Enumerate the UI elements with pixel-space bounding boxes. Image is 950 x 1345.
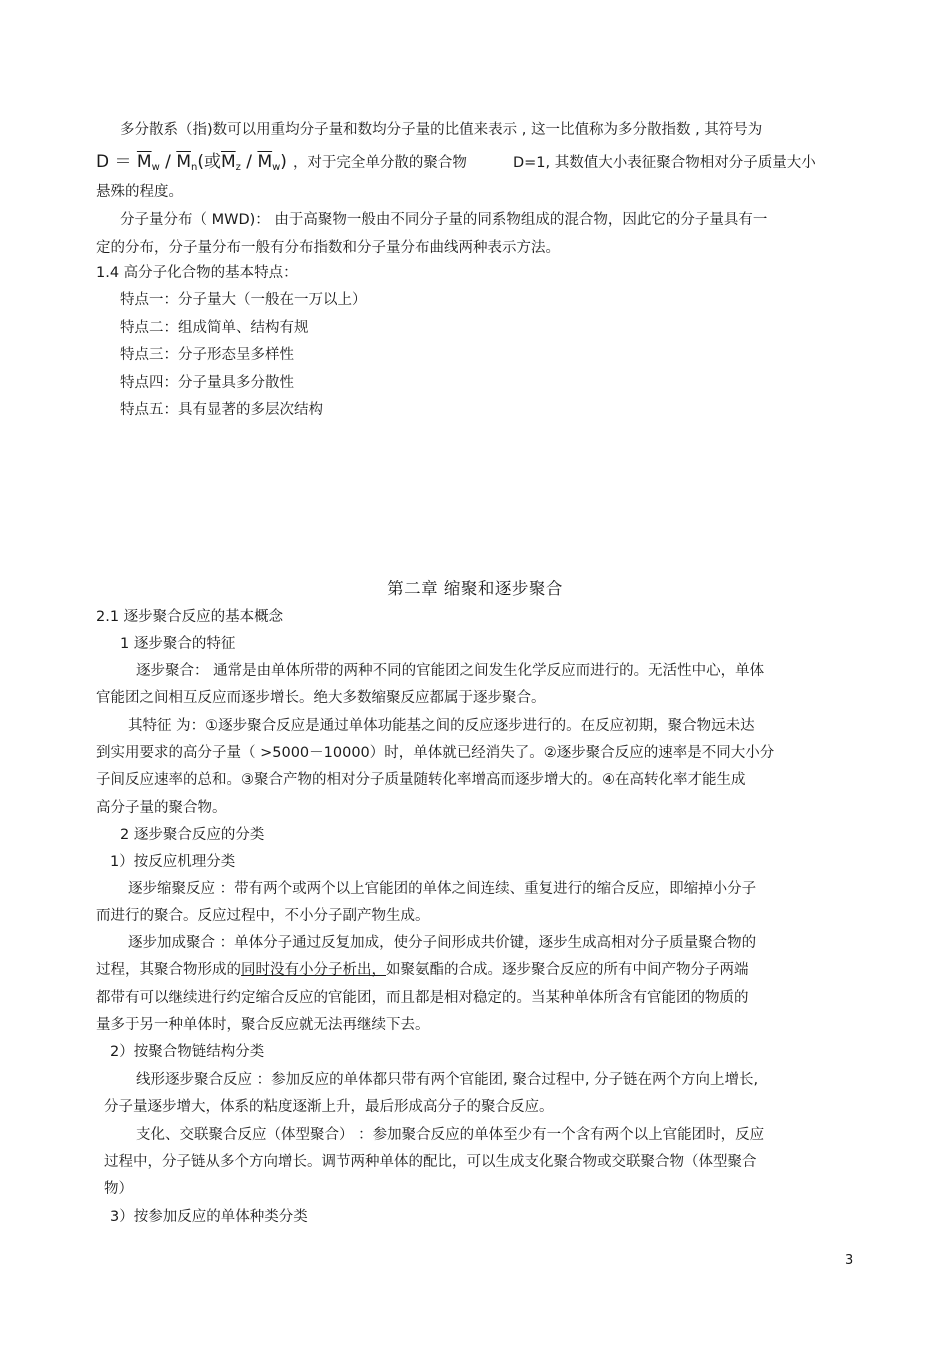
addition-line3: 都带有可以继续进行约定缩合反应的官能团，而且都是相对稳定的。当某种单体所含有官能团的物质的: [96, 990, 749, 1006]
formula-mw: $\overline{M}$: [136, 152, 152, 172]
formula-mw-2-sub: w: [272, 162, 281, 173]
addition-line4: 量多于另一种单体时，聚合反应就无法再继续下去。: [96, 1017, 430, 1033]
condensation-line1: 逐步缩聚反应 ：带有两个或两个以上官能团的单体之间连续、重复进行的缩合反应，即缩掉小分子: [128, 881, 757, 897]
definition-line1: 逐步聚合： 通常是由单体所带的两种不同的官能团之间发生化学反应而进行的。无活性中心，单体: [136, 663, 765, 679]
subsection-1-heading: 1 逐步聚合的特征: [120, 636, 236, 652]
branched-line1: 支化、交联聚合反应（体型聚合） ：参加聚合反应的单体至少有一个含有两个以上官能团时，反应: [136, 1127, 765, 1143]
linear-line2: 分子量逐步增大，体系的粘度逐渐上升，最后形成高分子的聚合反应。: [104, 1099, 554, 1115]
formula-mw-sub: w: [151, 162, 160, 173]
features-line1: 其特征 为：①逐步聚合反应是通过单体功能基之间的反应逐步进行的。在反应初期，聚合物远未达: [128, 718, 755, 734]
polydispersity-formula: [96, 150, 816, 180]
formula-mz-sub: z: [235, 162, 241, 173]
formula-paren-close: ): [280, 152, 287, 172]
feature-item-3: 特点三：分子形态呈多样性: [120, 347, 294, 363]
classification-3-heading: 3）按参加反应的单体种类分类: [110, 1209, 308, 1225]
paragraph-polydispersity-line3: 悬殊的程度。: [96, 184, 183, 200]
formula-mz: $\overline{M}$: [220, 152, 236, 172]
features-line2: 到实用要求的高分子量（ >5000－10000）时，单体就已经消失了。②逐步聚合反应的速率是不同大小分: [96, 745, 775, 761]
paragraph-mwd-line2: 定的分布，分子量分布一般有分布指数和分子量分布曲线两种表示方法。: [96, 240, 560, 256]
formula-tail-b: D=1, 其数值大小表征聚合物相对分子质量大小: [512, 155, 816, 171]
linear-line1: 线形逐步聚合反应 ：参加反应的单体都只带有两个官能团, 聚合过程中, 分子链在两个方向上增长,: [136, 1072, 759, 1088]
paragraph-polydispersity-line1: 多分散系（指)数可以用重均分子量和数均分子量的比值来表示 , 这一比值称为多分散指数 , 其符号为: [120, 122, 763, 138]
definition-line2: 官能团之间相互反应而逐步增长。绝大多数缩聚反应都属于逐步聚合。: [96, 690, 546, 706]
page-number: 3: [845, 1253, 854, 1268]
formula-mn-sub: n: [190, 162, 198, 173]
addition-line2-underlined: 同时没有小分子析出，: [241, 962, 386, 978]
feature-item-5: 特点五：具有显著的多层次结构: [120, 402, 323, 418]
condensation-line2: 而进行的聚合。反应过程中，不小分子副产物生成。: [96, 908, 430, 924]
formula-paren-open: (或: [197, 152, 221, 172]
formula-lhs: D ＝: [96, 152, 132, 172]
features-line4: 高分子量的聚合物。: [96, 800, 227, 816]
branched-line3: 物）: [104, 1181, 133, 1197]
addition-line2-b: 如聚氨酯的合成。逐步聚合反应的所有中间产物分子两端: [386, 962, 749, 978]
formula-mn: $\overline{M}$: [176, 152, 191, 172]
feature-item-2: 特点二：组成简单、结构有规: [120, 320, 309, 336]
branched-line2: 过程中，分子链从多个方向增长。调节两种单体的配比，可以生成支化聚合物或交联聚合物（体型聚合: [104, 1154, 757, 1170]
addition-line2: [96, 960, 749, 980]
addition-line1: 逐步加成聚合 ：单体分子通过反复加成，使分子间形成共价键，逐步生成高相对分子质量聚合物的: [128, 935, 757, 951]
formula-tail-a: ，对于完全单分散的聚合物: [292, 155, 467, 171]
section-1-4-heading: 1.4 高分子化合物的基本特点：: [96, 265, 298, 281]
feature-item-4: 特点四：分子量具多分散性: [120, 375, 294, 391]
chapter-title: 第二章 缩聚和逐步聚合: [387, 579, 563, 598]
section-2-1-heading: 2.1 逐步聚合反应的基本概念: [96, 609, 284, 625]
formula-slash: /: [159, 152, 177, 172]
features-line3: 子间反应速率的总和。③聚合产物的相对分子质量随转化率增高而逐步增大的。④在高转化率才能生成: [96, 772, 746, 788]
formula-slash-2: /: [240, 152, 258, 172]
formula-mw-2: $\overline{M}$: [257, 152, 273, 172]
addition-line2-a: 过程，其聚合物形成的: [96, 962, 241, 978]
subsection-2-heading: 2 逐步聚合反应的分类: [120, 827, 265, 843]
classification-2-heading: 2）按聚合物链结构分类: [110, 1044, 265, 1060]
paragraph-mwd-line1: 分子量分布（ MWD)： 由于高聚物一般由不同分子量的同系物组成的混合物，因此它的分子量具有一: [120, 212, 768, 228]
feature-item-1: 特点一：分子量大（一般在一万以上）: [120, 292, 367, 308]
classification-1-heading: 1）按反应机理分类: [110, 854, 236, 870]
